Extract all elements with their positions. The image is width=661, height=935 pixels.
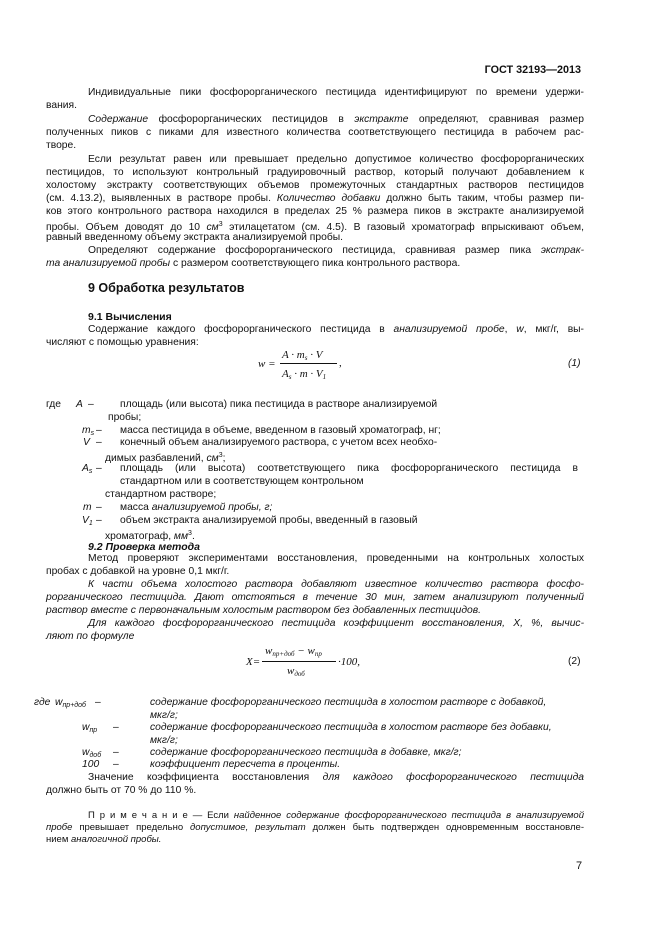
dash: – xyxy=(96,463,102,474)
paragraph-line: пестицидов, то используют контрольный градуировочный раствор, который получают добавлением к xyxy=(46,167,584,178)
where-text: стандартном растворе; xyxy=(105,489,217,500)
symbol-100: 100 xyxy=(82,759,100,770)
dash: – xyxy=(96,437,102,448)
eq2-tail: ·100, xyxy=(338,656,360,668)
dash: – xyxy=(113,747,119,758)
symbol-w-pr: $w_{пр}$ xyxy=(82,722,98,734)
symbol-ms: $m_s$ xyxy=(82,425,95,437)
paragraph-line: пробах с добавкой на уровне 0,1 мкг/г. xyxy=(46,566,230,577)
where-text: димых разбавлений, $см^3$; xyxy=(105,452,226,464)
where-text: масса анализируемой пробы, г; xyxy=(120,502,273,513)
where-text: площадь (или высота) соответствующего пика фосфорорганического пестицида в xyxy=(120,463,578,474)
paragraph-line: холостому экстракту соответствующих объемов промежуточных стандартных растворов пестицидов xyxy=(46,180,584,191)
eq1-fraction-bar xyxy=(280,363,337,364)
paragraph-line: рорганического пестицида. Дают отстояться в течение 30 мин, затем анализируют полученный xyxy=(46,592,584,603)
eq1-lhs: w = xyxy=(258,358,276,370)
dash: – xyxy=(95,697,101,708)
paragraph-line: Индивидуальные пики фосфорорганического пестицида идентифицируют по времени удержи- xyxy=(88,87,584,98)
eq1-numerator: $A \cdot m_s \cdot V$ xyxy=(282,349,323,362)
eq1-denominator: $A_s \cdot m \cdot V_1$ xyxy=(282,368,327,381)
document-header: ГОСТ 32193—2013 xyxy=(484,64,581,76)
symbol-V1: $V_1$ xyxy=(82,515,93,527)
dash: – xyxy=(96,425,102,436)
where-text: площадь (или высота) пика пестицида в растворе анализируемой xyxy=(120,399,438,410)
note-line: нием аналогичной пробы. xyxy=(46,834,162,845)
paragraph-line: Если результат равен или превышает предельно допустимое количество фосфорорганических xyxy=(88,154,584,165)
paragraph-line: должно быть от 70 % до 110 %. xyxy=(46,785,197,796)
symbol-V: V xyxy=(83,437,90,448)
dash: – xyxy=(96,515,102,526)
paragraph-line: творе. xyxy=(46,140,77,151)
eq1-comma: , xyxy=(339,357,342,369)
paragraph-line: Метод проверяют экспериментами восстановления, проведенными на контрольных холостых xyxy=(88,553,584,564)
symbol-w-dob: $w_{доб}$ xyxy=(82,747,102,759)
where-text: масса пестицида в объеме, введенном в газовый хроматограф, нг; xyxy=(120,425,441,436)
eq2-denominator: $w_{доб}$ xyxy=(287,665,305,678)
where-text: хроматограф, $мм^3$. xyxy=(105,530,195,542)
paragraph-line: раствор вместе с первоначальным холостым раствором без добавленных пестицидов. xyxy=(46,605,481,616)
paragraph-line: Определяют содержание фосфорорганического пестицида, сравнивая размер пика экстрак- xyxy=(88,245,584,256)
paragraph-line: Значение коэффициента восстановления для каждого фосфорорганического пестицида xyxy=(88,772,584,783)
paragraph-line: числяют с помощью уравнения: xyxy=(46,337,199,348)
paragraph-line: (см. 4.13.2), выявленных в растворе пробы. Количество добавки должно быть таким, чтобы размер пи- xyxy=(46,193,585,204)
paragraph-line: Для каждого фосфорорганического пестицида коэффициент восстановления, X, %, вычис- xyxy=(88,618,584,629)
paragraph-line: полученных пиков с пиками для известного количества соответствующего пестицида в рабочем рас- xyxy=(46,127,584,138)
symbol-w-pr-dob: $w_{пр+доб}$ xyxy=(55,697,86,709)
eq1-number: (1) xyxy=(568,358,581,369)
paragraph-line: ков этого контрольного раствора находился в пределах 25 % размера пиков в экстракте анализируемой xyxy=(46,206,584,217)
dash: – xyxy=(113,722,119,733)
where-text: содержание фосфорорганического пестицида в добавке, мкг/г; xyxy=(150,747,462,758)
where-text: стандартном или в соответствующем контрольном xyxy=(120,476,364,487)
dash: – xyxy=(113,759,119,770)
where-text: объем экстракта анализируемой пробы, введенный в газовый xyxy=(120,515,418,526)
eq2-number: (2) xyxy=(568,656,581,667)
symbol-As: $A_s$ xyxy=(82,463,93,475)
where-label: где xyxy=(34,697,51,708)
page-number: 7 xyxy=(576,860,583,872)
symbol-A: A xyxy=(76,399,83,410)
where-text: содержание фосфорорганического пестицида в холостом растворе с добавкой, xyxy=(150,697,547,708)
subsection-title: 9.1 Вычисления xyxy=(88,311,172,323)
note-line: П р и м е ч а н и е — Если найденное содержание фосфорорганического пестицида в анализируемой xyxy=(88,810,584,821)
dash: – xyxy=(88,399,94,410)
note-line: пробе превышает предельно допустимое, результат должен быть подтвержден одновременным восстановле- xyxy=(46,822,584,833)
paragraph-line: Содержание фосфорорганических пестицидов в экстракте определяют, сравнивая размер xyxy=(88,114,584,125)
paragraph-line: та анализируемой пробы с размером соответствующего пика контрольного раствора. xyxy=(46,258,461,269)
where-text: пробы; xyxy=(108,412,142,423)
where-text: мкг/г; xyxy=(150,735,178,746)
paragraph-line: равный введенному объему экстракта анализируемой пробы. xyxy=(46,232,343,243)
eq2-fraction-bar xyxy=(262,661,336,662)
symbol-m: m xyxy=(83,502,92,513)
dash: – xyxy=(96,502,102,513)
section-title: 9 Обработка результатов xyxy=(88,281,245,295)
paragraph-line: вания. xyxy=(46,100,77,111)
subsection-title: 9.2 Проверка метода xyxy=(88,541,200,553)
where-label: где xyxy=(46,399,62,410)
paragraph-line: ляют по формуле xyxy=(46,631,135,642)
where-text: содержание фосфорорганического пестицида в холостом растворе без добавки, xyxy=(150,722,552,733)
where-text: мкг/г; xyxy=(150,710,178,721)
eq2-numerator: $w_{пр+доб} - w_{пр}$ xyxy=(265,645,322,658)
paragraph-line: К части объема холостого раствора добавляют известное количество раствора фосфо- xyxy=(88,579,584,590)
paragraph-line: Содержание каждого фосфорорганического пестицида в анализируемой пробе, w, мкг/г, вы- xyxy=(88,324,584,335)
paragraph-line: пробы. Объем доводят до 10 $см^3$ этилацетатом (см. 4.5). В газовый хроматограф впрыскивают объем, xyxy=(46,221,584,233)
where-text: конечный объем анализируемого раствора, с учетом всех необхо- xyxy=(120,437,438,448)
eq2-lhs: X= xyxy=(246,656,261,668)
where-text: коэффициент пересчета в проценты. xyxy=(150,759,341,770)
